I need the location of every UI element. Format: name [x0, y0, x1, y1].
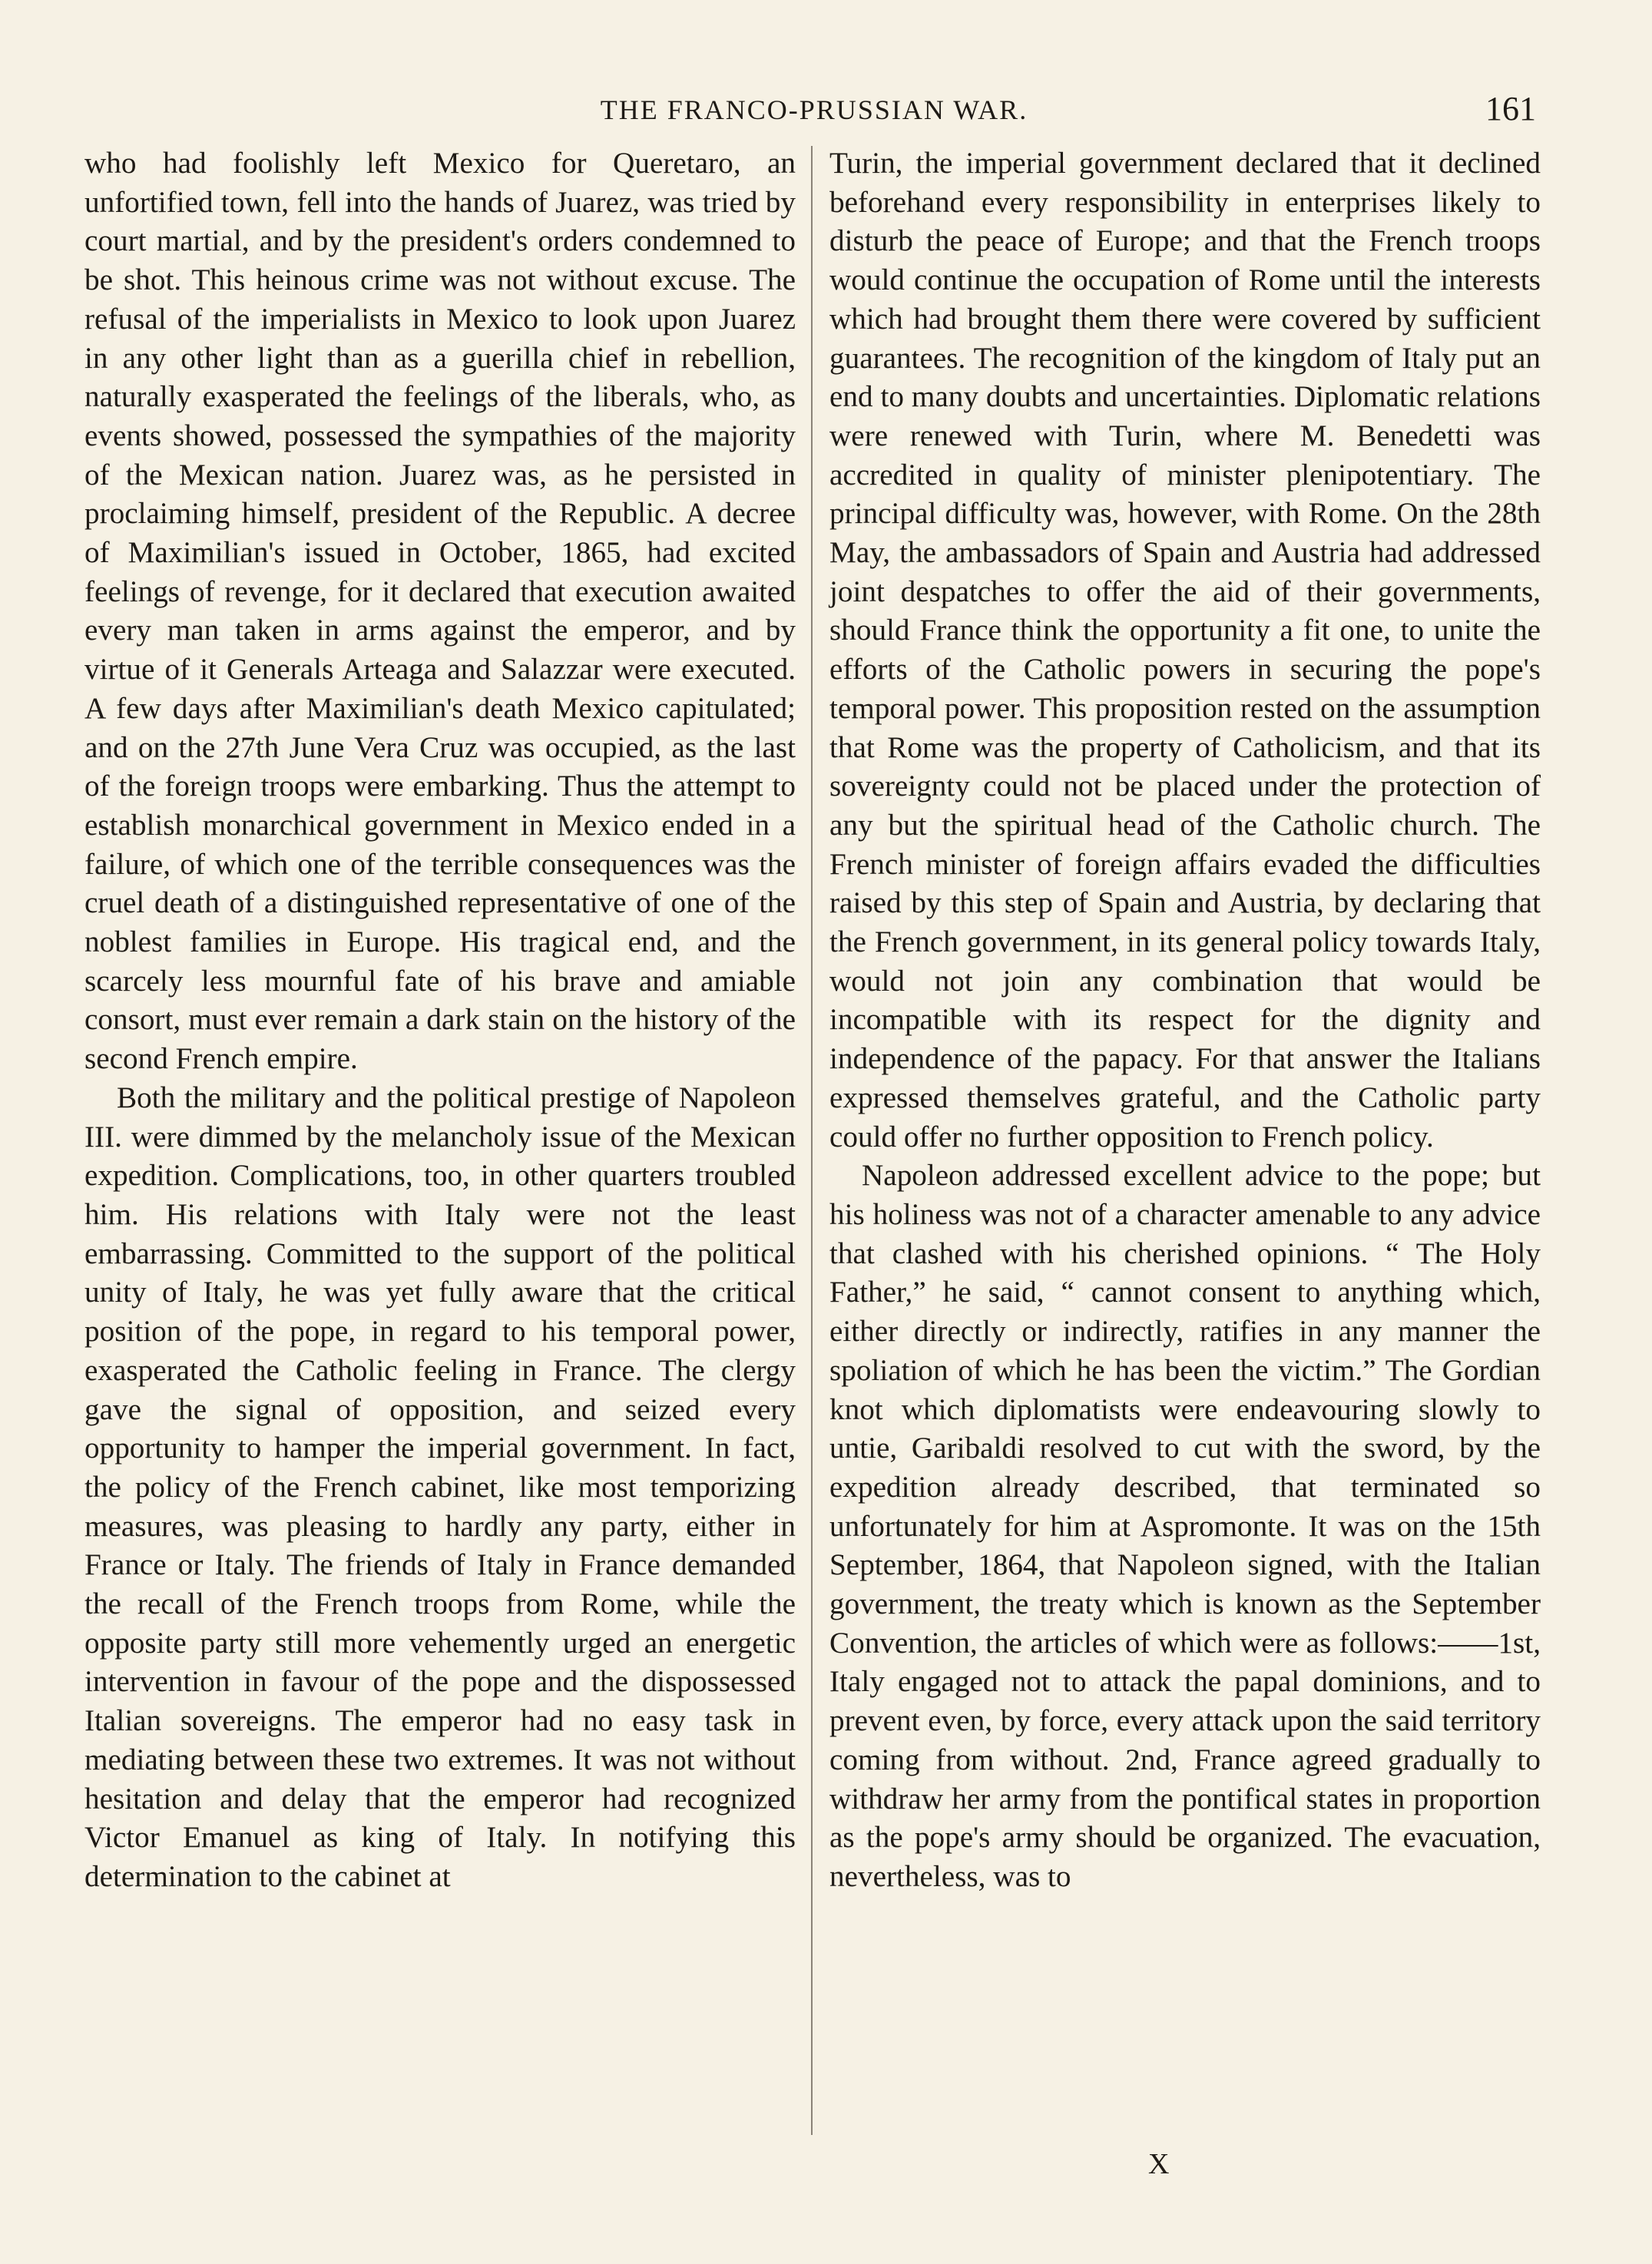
page-number: 161	[1485, 90, 1536, 127]
signature-mark: X	[1148, 2148, 1171, 2180]
left-column	[84, 144, 796, 2133]
right-column	[829, 144, 1541, 2133]
right-paragraph-2: Napoleon addressed excellent advice to the pope; but his holiness was not of a character amenable to any advice that clashed with his cherished opinions. “ The Holy Father,” he said, “ cannot consent to anything which, either directly or indirectly, ratifies in any manner the spoliation of which he has been the victim.” The Gordian knot which diplomatists were endeavouring slowly to untie, Garibaldi resolved to cut with the sword, by the expedition already described, that terminated so unfortunately for him at Aspromonte. It was on the 15th September, 1864, that Napoleon signed, with the Italian government, the treaty which is known as the September Convention, the articles of which were as follows:——1st, Italy engaged not to attack the papal dominions, and to prevent even, by force, every attack upon the said territory coming from without. 2nd, France agreed gradually to withdraw her army from the pontifical states in proportion as the pope's army should be organized. The evacuation, nevertheless, was to	[829, 1159, 1541, 1893]
column-divider	[811, 146, 813, 2135]
right-paragraph-1: Turin, the imperial government declared that it declined beforehand every responsibility in enterprises likely to disturb the peace of Europe; and that the French troops would continue the occupation of Rome until the interests which had brought them there were covered by sufficient guarantees. The recognition of the kingdom of Italy put an end to many doubts and uncertainties. Diplomatic relations were renewed with Turin, where M. Benedetti was accredited in quality of minister plenipotentiary. The principal difficulty was, however, with Rome. On the 28th May, the ambassadors of Spain and Austria had addressed joint despatches to offer the aid of their governments, should France think the opportunity a fit one, to unite the efforts of the Catholic powers in securing the pope's temporal power. This proposition rested on the assumption that Rome was the property of Catholicism, and that its sovereignty could not be placed under the protection of any but the spiritual head of the Catholic church. The French minister of foreign affairs evaded the difficulties raised by this step of Spain and Austria, by declaring that the French government, in its general policy towards Italy, would not join any combination that would be incompatible with its respect for the dignity and independence of the papacy. For that answer the Italians expressed themselves grateful, and the Catholic party could offer no further opposition to French policy.	[829, 147, 1541, 1154]
left-paragraph-1: who had foolishly left Mexico for Queretaro, an unfortified town, fell into the hands of Juarez, was tried by court martial, and by the president's orders condemned to be shot. This heinous crime was not without excuse. The refusal of the imperialists in Mexico to look upon Juarez in any other light than as a guerilla chief in rebellion, naturally exasperated the feelings of the liberals, who, as events showed, possessed the sympathies of the majority of the Mexican nation. Juarez was, as he persisted in proclaiming himself, president of the Republic. A decree of Maximilian's issued in October, 1865, had excited feelings of revenge, for it declared that execution awaited every man taken in arms against the emperor, and by virtue of it Generals Arteaga and Salazzar were executed. A few days after Maximilian's death Mexico capitulated; and on the 27th June Vera Cruz was occupied, as the last of the foreign troops were embarking. Thus the attempt to establish monarchical government in Mexico ended in a failure, of which one of the terrible consequences was the cruel death of a distinguished representative of one of the noblest families in Europe. His tragical end, and the scarcely less mournful fate of his brave and amiable consort, must ever remain a dark stain on the history of the second French empire.	[84, 147, 796, 1076]
running-head	[92, 86, 1536, 132]
running-title: THE FRANCO-PRUSSIAN WAR.	[600, 94, 1028, 125]
left-paragraph-2: Both the military and the political prestige of Napoleon III. were dimmed by the melancholy issue of the Mexican expedition. Complications, too, in other quarters troubled him. His relations with Italy were not the least embarrassing. Committed to the support of the political unity of Italy, he was yet fully aware that the critical position of the pope, in regard to his temporal power, exasperated the Catholic feeling in France. The clergy gave the signal of opposition, and seized every opportunity to hamper the imperial government. In fact, the policy of the French cabinet, like most temporizing measures, was pleasing to hardly any party, either in France or Italy. The friends of Italy in France demanded the recall of the French troops from Rome, while the opposite party still more vehemently urged an energetic intervention in favour of the pope and the dispossessed Italian sovereigns. The emperor had no easy task in mediating between these two extremes. It was not without hesitation and delay that the emperor had recognized Victor Emanuel as king of Italy. In notifying this determination to the cabinet at	[84, 1081, 796, 1893]
